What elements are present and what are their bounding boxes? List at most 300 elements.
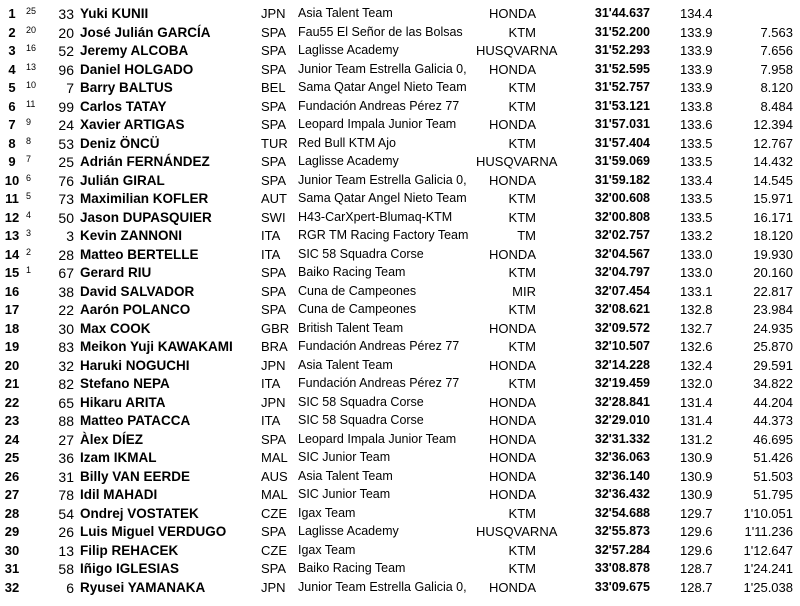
time-gap: 1'11.236 bbox=[744, 524, 793, 539]
rider-number: 3 bbox=[66, 228, 74, 244]
grid-gain: 16 bbox=[26, 43, 37, 53]
result-row bbox=[0, 173, 800, 192]
time-gap: 20.160 bbox=[753, 265, 793, 280]
result-row bbox=[0, 469, 800, 488]
rider-number: 6 bbox=[66, 579, 74, 596]
manufacturer: KTM bbox=[508, 302, 536, 317]
nationality: TUR bbox=[261, 135, 288, 151]
grid-gain: 10 bbox=[26, 80, 37, 90]
avg-speed: 133.1 bbox=[680, 283, 713, 299]
avg-speed: 132.6 bbox=[680, 339, 713, 354]
grid-gain: 13 bbox=[26, 61, 37, 72]
rider-name: Meikon Yuji KAWAKAMI bbox=[80, 339, 233, 354]
rider-number: 20 bbox=[58, 24, 74, 41]
rider-number: 7 bbox=[66, 80, 74, 96]
avg-speed: 129.7 bbox=[680, 505, 713, 521]
grid-gain: 5 bbox=[26, 191, 32, 201]
rider-name: Yuki KUNII bbox=[80, 6, 149, 21]
team-name: Sama Qatar Angel Nieto Team bbox=[298, 191, 467, 205]
time-gap: 51.426 bbox=[753, 450, 793, 465]
time-gap: 7.958 bbox=[760, 61, 793, 77]
time-gap: 1'25.038 bbox=[743, 579, 793, 595]
team-name: British Talent Team bbox=[298, 320, 404, 335]
position: 12 bbox=[4, 209, 20, 225]
result-row bbox=[0, 284, 800, 303]
grid-gain: 3 bbox=[26, 228, 32, 238]
team-name: SIC Junior Team bbox=[298, 487, 391, 501]
manufacturer: HONDA bbox=[489, 487, 536, 502]
position: 6 bbox=[8, 98, 16, 114]
position: 21 bbox=[4, 376, 20, 391]
race-time: 32'14.228 bbox=[594, 357, 650, 372]
race-time: 32'29.010 bbox=[594, 413, 650, 427]
grid-gain: 9 bbox=[26, 117, 32, 127]
team-name: Laglisse Academy bbox=[298, 154, 399, 168]
rider-number: 24 bbox=[58, 117, 74, 133]
avg-speed: 133.9 bbox=[680, 80, 713, 95]
avg-speed: 133.9 bbox=[680, 24, 713, 40]
position: 25 bbox=[4, 450, 20, 465]
time-gap: 7.563 bbox=[760, 24, 793, 40]
position: 18 bbox=[4, 320, 20, 336]
position: 5 bbox=[8, 80, 16, 95]
result-row bbox=[0, 80, 800, 99]
rider-name: Billy VAN EERDE bbox=[80, 468, 191, 484]
time-gap: 14.545 bbox=[753, 172, 793, 188]
manufacturer: HONDA bbox=[489, 468, 536, 484]
time-gap: 15.971 bbox=[753, 191, 793, 206]
rider-number: 31 bbox=[58, 468, 74, 485]
rider-name: Iñigo IGLESIAS bbox=[80, 561, 180, 576]
manufacturer: MIR bbox=[512, 283, 536, 299]
team-name: Junior Team Estrella Galicia 0, bbox=[298, 61, 467, 76]
avg-speed: 130.9 bbox=[680, 487, 713, 502]
team-name: Laglisse Academy bbox=[298, 43, 399, 57]
manufacturer: HUSQVARNA bbox=[476, 154, 558, 169]
grid-gain: 7 bbox=[26, 154, 32, 164]
avg-speed: 130.9 bbox=[680, 450, 713, 465]
time-gap: 8.484 bbox=[760, 98, 793, 114]
position: 9 bbox=[8, 154, 16, 169]
team-name: Cuna de Campeones bbox=[298, 283, 417, 298]
result-row bbox=[0, 210, 800, 229]
nationality: SPA bbox=[261, 431, 287, 447]
avg-speed: 129.6 bbox=[680, 542, 713, 558]
team-name: Fundación Andreas Pérez 77 bbox=[298, 339, 460, 353]
rider-name: Aarón POLANCO bbox=[80, 302, 191, 317]
team-name: Asia Talent Team bbox=[298, 468, 393, 483]
manufacturer: KTM bbox=[508, 209, 536, 225]
nationality: JPN bbox=[261, 394, 286, 410]
race-time: 32'07.454 bbox=[594, 283, 650, 298]
time-gap: 12.394 bbox=[753, 117, 793, 132]
manufacturer: KTM bbox=[508, 98, 536, 114]
avg-speed: 133.5 bbox=[680, 154, 713, 169]
manufacturer: HONDA bbox=[489, 117, 536, 132]
nationality: BEL bbox=[261, 80, 286, 95]
rider-name: Julián GIRAL bbox=[80, 172, 165, 188]
manufacturer: KTM bbox=[508, 80, 536, 95]
position: 1 bbox=[8, 6, 16, 21]
team-name: Fundación Andreas Pérez 77 bbox=[298, 98, 460, 113]
avg-speed: 133.5 bbox=[680, 135, 713, 151]
team-name: Red Bull KTM Ajo bbox=[298, 135, 396, 150]
race-time: 32'00.608 bbox=[594, 191, 650, 205]
time-gap: 1'12.647 bbox=[743, 542, 793, 558]
team-name: Asia Talent Team bbox=[298, 6, 393, 20]
race-time: 31'52.757 bbox=[594, 80, 650, 94]
position: 13 bbox=[4, 228, 20, 243]
rider-number: 88 bbox=[58, 413, 74, 429]
rider-name: Matteo BERTELLE bbox=[80, 246, 199, 262]
nationality: ITA bbox=[261, 246, 281, 262]
nationality: MAL bbox=[261, 450, 288, 465]
avg-speed: 133.9 bbox=[680, 43, 713, 58]
result-row bbox=[0, 432, 800, 451]
time-gap: 51.503 bbox=[753, 468, 793, 484]
manufacturer: HONDA bbox=[489, 61, 536, 77]
manufacturer: HONDA bbox=[489, 394, 536, 410]
nationality: ITA bbox=[261, 228, 281, 243]
rider-number: 65 bbox=[58, 394, 74, 411]
race-time: 31'59.182 bbox=[594, 172, 650, 187]
time-gap: 1'24.241 bbox=[743, 561, 793, 576]
rider-name: David SALVADOR bbox=[80, 283, 195, 299]
team-name: SIC Junior Team bbox=[298, 450, 391, 464]
position: 4 bbox=[8, 61, 16, 77]
result-row bbox=[0, 561, 800, 580]
time-gap: 44.373 bbox=[753, 413, 793, 428]
avg-speed: 133.9 bbox=[680, 61, 713, 77]
position: 22 bbox=[4, 394, 20, 410]
team-name: SIC 58 Squadra Corse bbox=[298, 413, 424, 427]
position: 14 bbox=[4, 246, 20, 262]
team-name: Sama Qatar Angel Nieto Team bbox=[298, 80, 467, 94]
rider-name: Filip REHACEK bbox=[80, 542, 179, 558]
rider-number: 30 bbox=[58, 320, 74, 337]
race-time: 32'08.621 bbox=[594, 302, 650, 316]
time-gap: 22.817 bbox=[753, 283, 793, 299]
result-row bbox=[0, 395, 800, 414]
rider-number: 28 bbox=[58, 246, 74, 263]
result-row bbox=[0, 99, 800, 118]
result-row bbox=[0, 506, 800, 525]
rider-number: 99 bbox=[58, 98, 74, 115]
manufacturer: KTM bbox=[508, 542, 536, 558]
race-time: 32'02.757 bbox=[594, 228, 650, 242]
position: 31 bbox=[4, 561, 20, 576]
team-name: Laglisse Academy bbox=[298, 524, 399, 538]
result-row bbox=[0, 339, 800, 358]
race-time: 32'10.507 bbox=[594, 339, 650, 353]
grid-gain: 1 bbox=[26, 265, 32, 275]
grid-gain: 2 bbox=[26, 246, 32, 257]
nationality: ITA bbox=[261, 413, 281, 428]
team-name: Junior Team Estrella Galicia 0, bbox=[298, 172, 467, 187]
manufacturer: KTM bbox=[508, 24, 536, 40]
race-time: 32'00.808 bbox=[594, 209, 650, 224]
position: 11 bbox=[5, 191, 19, 206]
manufacturer: KTM bbox=[508, 376, 536, 391]
nationality: SPA bbox=[261, 61, 287, 77]
manufacturer: KTM bbox=[508, 561, 536, 576]
race-time: 33'08.878 bbox=[594, 561, 650, 575]
avg-speed: 128.7 bbox=[680, 561, 713, 576]
race-time: 32'31.332 bbox=[594, 431, 650, 446]
avg-speed: 133.2 bbox=[680, 228, 713, 243]
position: 10 bbox=[4, 172, 20, 188]
nationality: JPN bbox=[261, 357, 286, 373]
race-time: 32'28.841 bbox=[594, 394, 650, 409]
position: 27 bbox=[4, 487, 20, 502]
rider-number: 76 bbox=[58, 172, 74, 189]
nationality: JPN bbox=[261, 6, 286, 21]
race-time: 32'19.459 bbox=[594, 376, 650, 390]
avg-speed: 133.8 bbox=[680, 98, 713, 114]
team-name: Leopard Impala Junior Team bbox=[298, 431, 457, 446]
position: 23 bbox=[4, 413, 20, 428]
result-row bbox=[0, 191, 800, 210]
position: 19 bbox=[4, 339, 20, 354]
avg-speed: 132.0 bbox=[680, 376, 713, 391]
position: 3 bbox=[8, 43, 16, 58]
time-gap: 14.432 bbox=[753, 154, 793, 169]
time-gap: 51.795 bbox=[753, 487, 793, 502]
rider-name: Kevin ZANNONI bbox=[80, 228, 183, 243]
team-name: Baiko Racing Team bbox=[298, 561, 406, 575]
grid-gain: 11 bbox=[26, 98, 36, 109]
position: 28 bbox=[4, 505, 20, 521]
time-gap: 1'10.051 bbox=[743, 505, 793, 521]
race-time: 32'04.567 bbox=[594, 246, 650, 261]
rider-name: Idil MAHADI bbox=[80, 487, 158, 502]
nationality: SPA bbox=[261, 24, 287, 40]
rider-name: Jason DUPASQUIER bbox=[80, 209, 212, 225]
avg-speed: 133.0 bbox=[680, 265, 713, 280]
nationality: SPA bbox=[261, 524, 287, 539]
race-time: 31'53.121 bbox=[594, 98, 650, 113]
avg-speed: 133.5 bbox=[680, 209, 713, 225]
position: 16 bbox=[4, 283, 20, 299]
race-time: 32'57.284 bbox=[594, 542, 650, 557]
team-name: Fau55 El Señor de las Bolsas bbox=[298, 24, 463, 39]
result-row bbox=[0, 580, 800, 599]
grid-gain: 25 bbox=[26, 6, 37, 16]
rider-name: Haruki NOGUCHI bbox=[80, 357, 190, 373]
manufacturer: HUSQVARNA bbox=[476, 43, 558, 58]
position: 2 bbox=[8, 24, 16, 40]
avg-speed: 131.4 bbox=[680, 394, 713, 410]
race-time: 31'57.404 bbox=[594, 135, 650, 150]
manufacturer: HONDA bbox=[489, 320, 536, 336]
rider-name: Izam IKMAL bbox=[80, 450, 157, 465]
team-name: SIC 58 Squadra Corse bbox=[298, 246, 424, 261]
manufacturer: HONDA bbox=[489, 450, 536, 465]
rider-name: Luis Miguel VERDUGO bbox=[80, 524, 227, 539]
result-row bbox=[0, 247, 800, 266]
manufacturer: HONDA bbox=[489, 357, 536, 373]
avg-speed: 132.8 bbox=[680, 302, 713, 317]
position: 7 bbox=[8, 117, 16, 132]
time-gap: 7.656 bbox=[760, 43, 793, 58]
result-row bbox=[0, 43, 800, 62]
race-time: 32'36.063 bbox=[594, 450, 650, 464]
team-name: Igax Team bbox=[298, 505, 356, 520]
avg-speed: 129.6 bbox=[680, 524, 713, 539]
rider-name: Jeremy ALCOBA bbox=[80, 43, 189, 58]
team-name: RGR TM Racing Factory Team bbox=[298, 228, 469, 242]
manufacturer: HONDA bbox=[489, 172, 536, 188]
rider-name: Carlos TATAY bbox=[80, 98, 167, 114]
position: 24 bbox=[4, 431, 20, 447]
position: 15 bbox=[4, 265, 20, 280]
time-gap: 24.935 bbox=[753, 320, 793, 336]
result-row bbox=[0, 136, 800, 155]
rider-number: 54 bbox=[58, 505, 74, 522]
rider-name: Xavier ARTIGAS bbox=[80, 117, 185, 132]
nationality: SPA bbox=[261, 265, 287, 280]
race-time: 32'36.432 bbox=[594, 487, 650, 501]
manufacturer: HONDA bbox=[489, 579, 536, 595]
nationality: BRA bbox=[261, 339, 288, 354]
race-time: 32'36.140 bbox=[594, 468, 650, 483]
nationality: JPN bbox=[261, 579, 286, 595]
manufacturer: HONDA bbox=[489, 413, 536, 428]
rider-number: 33 bbox=[58, 6, 74, 22]
team-name: H43-CarXpert-Blumaq-KTM bbox=[298, 209, 453, 224]
rider-name: José Julián GARCÍA bbox=[80, 24, 211, 40]
nationality: SWI bbox=[261, 209, 286, 225]
race-time: 32'54.688 bbox=[594, 505, 650, 520]
manufacturer: KTM bbox=[508, 505, 536, 521]
rider-name: Barry BALTUS bbox=[80, 80, 173, 95]
race-time: 33'09.675 bbox=[594, 579, 650, 594]
nationality: SPA bbox=[261, 283, 287, 299]
manufacturer: TM bbox=[517, 228, 536, 243]
rider-number: 36 bbox=[58, 450, 74, 466]
rider-name: Adrián FERNÁNDEZ bbox=[80, 154, 210, 169]
result-row bbox=[0, 265, 800, 284]
race-time: 32'04.797 bbox=[594, 265, 650, 279]
nationality: SPA bbox=[261, 302, 287, 317]
result-row bbox=[0, 228, 800, 247]
avg-speed: 133.0 bbox=[680, 246, 713, 262]
rider-name: Ryusei YAMANAKA bbox=[80, 579, 206, 595]
rider-number: 67 bbox=[58, 265, 74, 281]
rider-number: 32 bbox=[58, 357, 74, 374]
time-gap: 25.870 bbox=[753, 339, 793, 354]
rider-number: 26 bbox=[58, 524, 74, 540]
nationality: MAL bbox=[261, 487, 288, 502]
avg-speed: 131.2 bbox=[680, 431, 713, 447]
avg-speed: 134.4 bbox=[680, 6, 713, 21]
time-gap: 19.930 bbox=[753, 246, 793, 262]
nationality: SPA bbox=[261, 43, 287, 58]
race-time: 32'09.572 bbox=[594, 320, 650, 335]
rider-number: 58 bbox=[58, 561, 74, 577]
grid-gain: 6 bbox=[26, 172, 32, 183]
grid-gain: 8 bbox=[26, 135, 32, 146]
time-gap: 12.767 bbox=[753, 135, 793, 151]
team-name: Baiko Racing Team bbox=[298, 265, 406, 279]
team-name: SIC 58 Squadra Corse bbox=[298, 394, 424, 409]
manufacturer: HONDA bbox=[489, 6, 536, 21]
team-name: Asia Talent Team bbox=[298, 357, 393, 372]
nationality: ITA bbox=[261, 376, 281, 391]
avg-speed: 130.9 bbox=[680, 468, 713, 484]
manufacturer: KTM bbox=[508, 265, 536, 280]
team-name: Leopard Impala Junior Team bbox=[298, 117, 457, 131]
rider-number: 78 bbox=[58, 487, 74, 503]
rider-number: 38 bbox=[58, 283, 74, 300]
team-name: Cuna de Campeones bbox=[298, 302, 417, 316]
rider-name: Matteo PATACCA bbox=[80, 413, 191, 428]
rider-number: 83 bbox=[58, 339, 74, 355]
manufacturer: KTM bbox=[508, 191, 536, 206]
rider-number: 50 bbox=[58, 209, 74, 226]
race-time: 31'52.293 bbox=[594, 43, 650, 57]
rider-name: Ondrej VOSTATEK bbox=[80, 505, 199, 521]
avg-speed: 132.7 bbox=[680, 320, 713, 336]
position: 17 bbox=[4, 302, 20, 317]
avg-speed: 133.4 bbox=[680, 172, 713, 188]
nationality: GBR bbox=[261, 320, 290, 336]
result-row bbox=[0, 358, 800, 377]
avg-speed: 133.6 bbox=[680, 117, 713, 132]
result-row bbox=[0, 117, 800, 136]
position: 26 bbox=[4, 468, 20, 484]
nationality: AUT bbox=[261, 191, 287, 206]
race-time: 32'55.873 bbox=[594, 524, 650, 538]
time-gap: 8.120 bbox=[760, 80, 793, 95]
manufacturer: HUSQVARNA bbox=[476, 524, 558, 539]
nationality: CZE bbox=[261, 505, 287, 521]
rider-name: Hikaru ARITA bbox=[80, 394, 166, 410]
time-gap: 29.591 bbox=[753, 357, 793, 373]
rider-number: 22 bbox=[58, 302, 74, 318]
race-time: 31'57.031 bbox=[594, 117, 650, 131]
nationality: SPA bbox=[261, 154, 287, 169]
rider-number: 73 bbox=[58, 191, 74, 207]
position: 20 bbox=[4, 357, 20, 373]
avg-speed: 133.5 bbox=[680, 191, 713, 206]
result-row bbox=[0, 376, 800, 395]
nationality: SPA bbox=[261, 117, 287, 132]
race-time: 31'52.200 bbox=[594, 24, 650, 39]
manufacturer: KTM bbox=[508, 339, 536, 354]
race-time: 31'44.637 bbox=[594, 6, 650, 20]
position: 8 bbox=[8, 135, 16, 151]
rider-name: Maximilian KOFLER bbox=[80, 191, 209, 206]
manufacturer: HONDA bbox=[489, 246, 536, 262]
rider-name: Gerard RIU bbox=[80, 265, 152, 280]
grid-gain: 4 bbox=[26, 209, 32, 220]
team-name: Igax Team bbox=[298, 542, 356, 557]
race-time: 31'52.595 bbox=[594, 61, 650, 76]
time-gap: 23.984 bbox=[753, 302, 793, 317]
nationality: CZE bbox=[261, 542, 287, 558]
rider-number: 96 bbox=[58, 61, 74, 78]
rider-number: 53 bbox=[58, 135, 74, 152]
rider-name: Daniel HOLGADO bbox=[80, 61, 194, 77]
team-name: Junior Team Estrella Galicia 0, bbox=[298, 579, 467, 594]
avg-speed: 131.4 bbox=[680, 413, 713, 428]
result-row bbox=[0, 25, 800, 44]
nationality: SPA bbox=[261, 561, 287, 576]
result-row bbox=[0, 524, 800, 543]
result-row bbox=[0, 450, 800, 469]
result-row bbox=[0, 6, 800, 25]
